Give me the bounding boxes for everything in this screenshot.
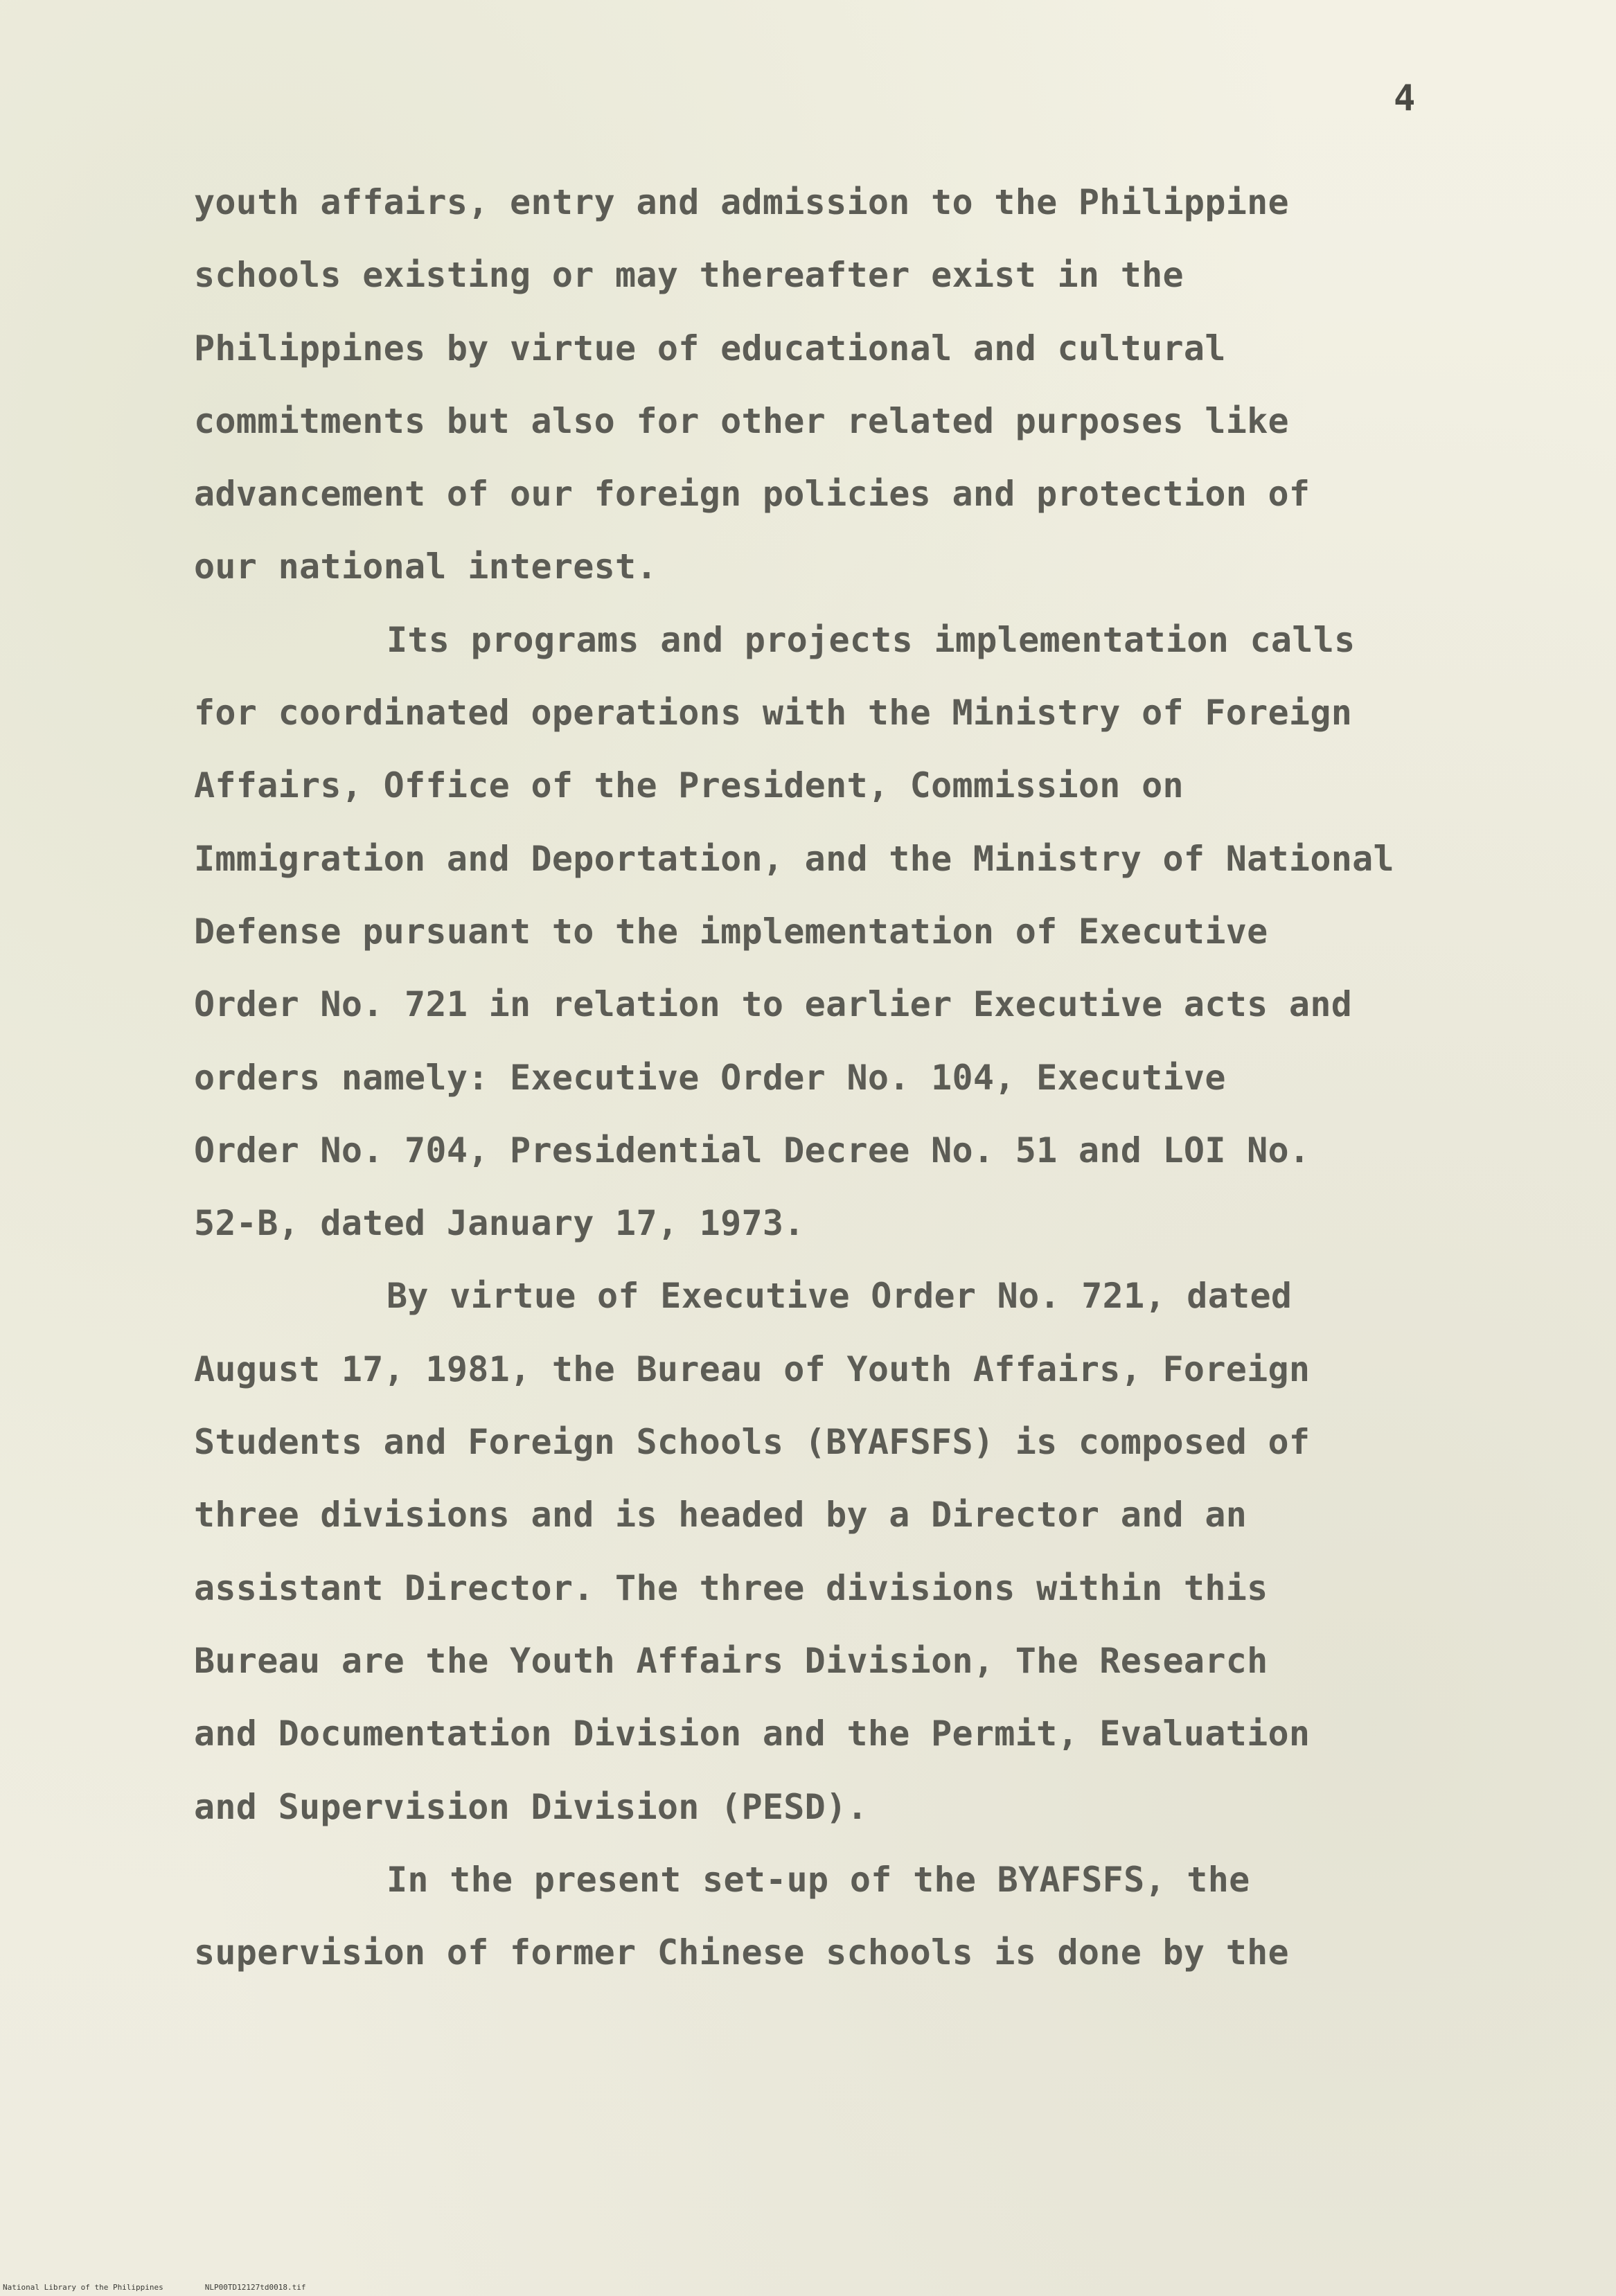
paragraph-first-line: By virtue of Executive Order No. 721, dated (387, 1276, 1293, 1317)
text-line: Defense pursuant to the implementation of Executive (194, 911, 1268, 952)
text-line: and Documentation Division and the Permit, Evaluation (194, 1714, 1311, 1754)
text-line: Immigration and Deportation, and the Ministry of National (194, 838, 1394, 879)
footer-library: National Library of the Philippines (3, 2283, 163, 2292)
text-line: for coordinated operations with the Ministry of Foreign (194, 693, 1353, 733)
paragraph-first-line: In the present set-up of the BYAFSFS, the (387, 1859, 1250, 1900)
scan-footer (3, 2283, 348, 2292)
text-line: three divisions and is headed by a Director and an (194, 1495, 1247, 1536)
text-line: assistant Director. The three divisions within this (194, 1567, 1268, 1608)
text-line: Philippines by virtue of educational and cultural (194, 328, 1226, 368)
text-line: Order No. 704, Presidential Decree No. 51 and LOI No. (194, 1130, 1311, 1171)
text-line: Order No. 721 in relation to earlier Executive acts and (194, 984, 1353, 1025)
text-line: and Supervision Division (PESD). (194, 1786, 868, 1827)
text-line: 52-B, dated January 17, 1973. (194, 1203, 805, 1244)
body-text (194, 166, 1552, 1989)
text-line: schools existing or may thereafter exist in the (194, 255, 1184, 296)
text-line: Bureau are the Youth Affairs Division, The Research (194, 1640, 1268, 1681)
footer-filename: NLP00TD12127td0018.tif (204, 2283, 306, 2292)
text-line: August 17, 1981, the Bureau of Youth Affairs, Foreign (194, 1349, 1311, 1389)
paragraph-first-line: Its programs and projects implementation calls (387, 619, 1356, 660)
text-line: Students and Foreign Schools (BYAFSFS) is composed of (194, 1422, 1311, 1463)
text-line: commitments but also for other related purposes like (194, 400, 1289, 441)
text-line: advancement of our foreign policies and protection of (194, 474, 1311, 515)
text-line: orders namely: Executive Order No. 104, Executive (194, 1057, 1226, 1098)
text-line: supervision of former Chinese schools is done by the (194, 1932, 1289, 1973)
text-line: Affairs, Office of the President, Commission on (194, 765, 1184, 806)
text-line: our national interest. (194, 546, 657, 587)
text-line: youth affairs, entry and admission to the Philippine (194, 182, 1289, 222)
page-number: 4 (1394, 78, 1416, 119)
